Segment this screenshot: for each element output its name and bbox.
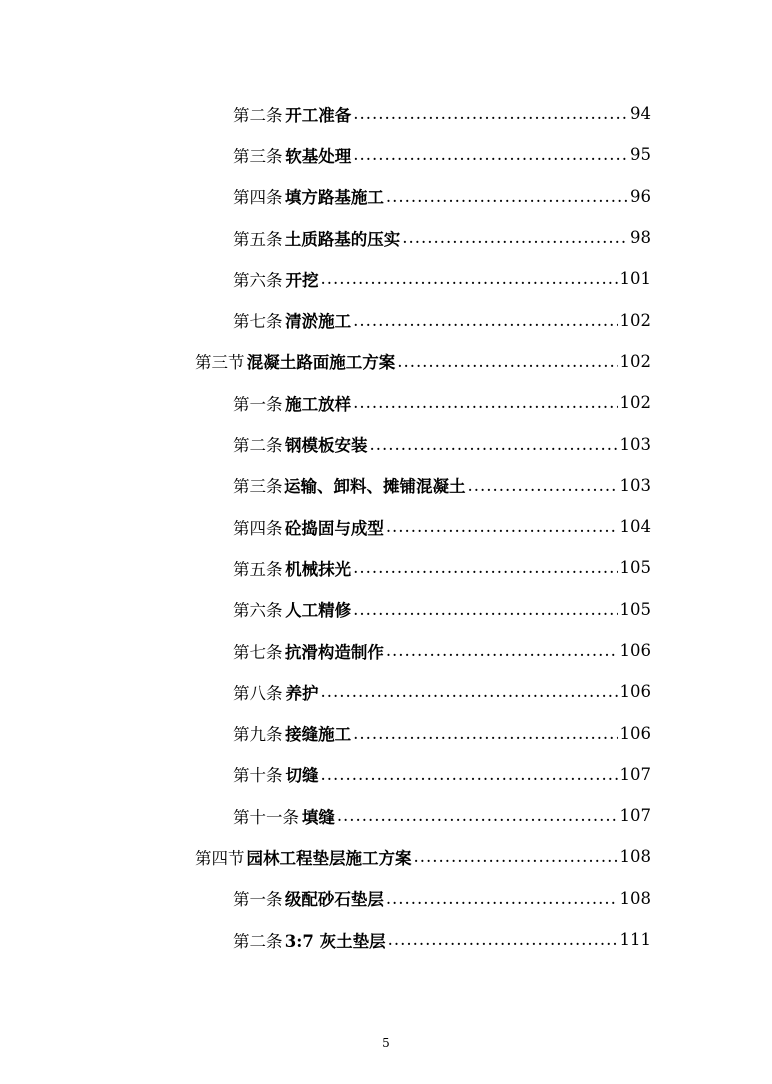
toc-entry-number: 第一条: [233, 394, 283, 414]
toc-entry-number: 第三条: [233, 146, 283, 166]
toc-article-entry[interactable]: [0, 423, 772, 464]
toc-entry-number: 第十条: [233, 766, 283, 786]
toc-entry-page: 108: [619, 847, 651, 867]
toc-entry-page: 104: [619, 517, 651, 537]
toc-entry-title: 清淤施工: [285, 312, 352, 332]
toc-entry-line: [233, 556, 772, 580]
toc-entry-title: 抗滑构造制作: [284, 642, 384, 662]
toc-entry-title: 混凝土路面施工方案: [246, 353, 396, 373]
toc-entry-title: 运输、卸料、摊铺混凝土: [284, 477, 466, 497]
toc-dot-leader: [320, 765, 617, 784]
toc-dot-leader: [388, 930, 618, 949]
toc-entry-page: 96: [630, 186, 651, 206]
toc-entry-line: [233, 721, 772, 745]
toc-entry-page: 106: [619, 641, 651, 660]
toc-entry-number: 第二条: [233, 105, 283, 125]
toc-section-entry[interactable]: [0, 341, 772, 382]
toc-dot-leader: [353, 145, 628, 164]
toc-article-entry[interactable]: [0, 506, 772, 547]
toc-entry-title: 开挖: [285, 270, 319, 290]
toc-entry-title: 人工精修: [285, 601, 352, 621]
toc-entry-number: 第六条: [233, 601, 283, 621]
toc-entry-page: 105: [619, 558, 651, 578]
toc-entry-title: 填缝: [301, 807, 335, 827]
toc-entry-page: 107: [619, 764, 651, 784]
toc-dot-leader: [386, 641, 618, 660]
toc-article-entry[interactable]: [0, 93, 772, 134]
toc-entry-title: 填方路基施工: [284, 188, 384, 208]
toc-entry-page: 108: [619, 888, 651, 908]
toc-entry-line: [233, 762, 772, 786]
toc-entry-number: 第六条: [233, 270, 283, 290]
toc-entry-title: 3:7 灰土垫层: [284, 931, 386, 951]
toc-entry-title: 级配砂石垫层: [284, 890, 384, 910]
toc-article-entry[interactable]: [0, 382, 772, 423]
toc-entry-number: 第一条: [233, 890, 283, 910]
toc-entry-page: 102: [619, 351, 651, 371]
toc-dot-leader: [468, 476, 618, 495]
toc-dot-leader: [353, 600, 617, 619]
toc-entry-page: 106: [619, 682, 651, 702]
toc-article-entry[interactable]: [0, 217, 772, 258]
toc-dot-leader: [353, 558, 617, 577]
toc-entry-page: 111: [619, 930, 651, 950]
toc-entry-title: 施工放样: [285, 394, 352, 414]
toc-dot-leader: [320, 269, 617, 288]
toc-article-entry[interactable]: [0, 671, 772, 712]
toc-article-entry[interactable]: [0, 795, 772, 836]
toc-dot-leader: [369, 435, 617, 454]
toc-entry-line: [233, 473, 772, 497]
toc-dot-leader: [353, 311, 617, 330]
toc-dot-leader: [386, 517, 618, 536]
toc-entry-line: [233, 680, 772, 704]
toc-entry-title: 接缝施工: [285, 725, 352, 745]
toc-section-entry[interactable]: [0, 836, 772, 877]
toc-entry-number: 第七条: [233, 642, 283, 662]
toc-article-entry[interactable]: [0, 589, 772, 630]
toc-entry-title: 开工准备: [285, 105, 352, 125]
toc-dot-leader: [353, 393, 617, 412]
toc-article-entry[interactable]: [0, 878, 772, 919]
toc-entry-title: 钢模板安装: [284, 436, 368, 456]
toc-article-entry[interactable]: [0, 547, 772, 588]
toc-entry-page: 101: [619, 269, 651, 289]
toc-dot-leader: [414, 847, 618, 866]
toc-dot-leader: [353, 724, 617, 743]
toc-article-entry[interactable]: [0, 134, 772, 175]
toc-dot-leader: [402, 228, 628, 247]
table-of-contents: [0, 93, 772, 960]
toc-entry-number: 第四条: [233, 518, 283, 538]
toc-entry-line: [233, 886, 772, 910]
toc-entry-line: [233, 102, 772, 126]
toc-entry-line: [195, 349, 772, 373]
toc-entry-number: 第二条: [233, 931, 283, 951]
page-number: 5: [382, 1036, 390, 1050]
toc-entry-page: 106: [619, 723, 651, 743]
toc-entry-number: 第十一条: [233, 807, 299, 827]
toc-article-entry[interactable]: [0, 712, 772, 753]
toc-entry-page: 102: [619, 310, 651, 330]
toc-entry-title: 园林工程垫层施工方案: [246, 848, 412, 868]
toc-entry-line: [233, 226, 772, 250]
toc-entry-line: [233, 143, 772, 167]
toc-entry-number: 第五条: [233, 559, 283, 579]
toc-entry-line: [233, 515, 772, 539]
toc-entry-number: 第四节: [195, 848, 245, 868]
toc-entry-number: 第四条: [233, 188, 283, 208]
toc-entry-line: [233, 928, 772, 952]
toc-entry-line: [233, 597, 772, 621]
toc-entry-line: [233, 804, 772, 828]
toc-entry-line: [233, 267, 772, 291]
toc-entry-line: [233, 391, 772, 415]
toc-entry-line: [233, 639, 772, 663]
toc-entry-title: 砼捣固与成型: [284, 518, 384, 538]
toc-dot-leader: [386, 187, 628, 206]
toc-article-entry[interactable]: [0, 299, 772, 340]
toc-dot-leader: [397, 352, 617, 371]
toc-article-entry[interactable]: [0, 919, 772, 960]
toc-entry-page: 107: [619, 806, 651, 826]
toc-entry-line: [233, 432, 772, 456]
toc-dot-leader: [320, 682, 617, 701]
toc-entry-page: 102: [619, 393, 651, 413]
toc-entry-number: 第五条: [233, 229, 283, 249]
toc-dot-leader: [386, 889, 618, 908]
toc-article-entry[interactable]: [0, 754, 772, 795]
toc-entry-number: 第三条: [233, 477, 283, 497]
toc-entry-line: [233, 184, 772, 208]
toc-entry-title: 土质路基的压实: [284, 229, 401, 249]
toc-entry-page: 94: [630, 104, 651, 124]
toc-entry-title: 机械抹光: [285, 559, 352, 579]
toc-entry-number: 第三节: [195, 353, 245, 373]
toc-article-entry[interactable]: [0, 258, 772, 299]
toc-entry-page: 105: [619, 599, 651, 619]
toc-entry-line: [195, 845, 772, 869]
toc-dot-leader: [353, 104, 628, 123]
toc-entry-number: 第七条: [233, 312, 283, 332]
toc-article-entry[interactable]: [0, 630, 772, 671]
toc-entry-page: 95: [630, 145, 651, 165]
toc-entry-page: 103: [619, 475, 651, 495]
toc-entry-number: 第九条: [233, 725, 283, 745]
toc-entry-number: 第八条: [233, 683, 283, 703]
toc-entry-line: [233, 308, 772, 332]
toc-entry-number: 第二条: [233, 436, 283, 456]
toc-entry-page: 98: [630, 228, 651, 248]
toc-entry-title: 软基处理: [285, 146, 352, 166]
toc-dot-leader: [337, 806, 618, 825]
toc-entry-title: 养护: [285, 683, 319, 703]
toc-entry-title: 切缝: [285, 766, 319, 786]
toc-article-entry[interactable]: [0, 465, 772, 506]
toc-article-entry[interactable]: [0, 176, 772, 217]
toc-entry-page: 103: [619, 434, 651, 454]
